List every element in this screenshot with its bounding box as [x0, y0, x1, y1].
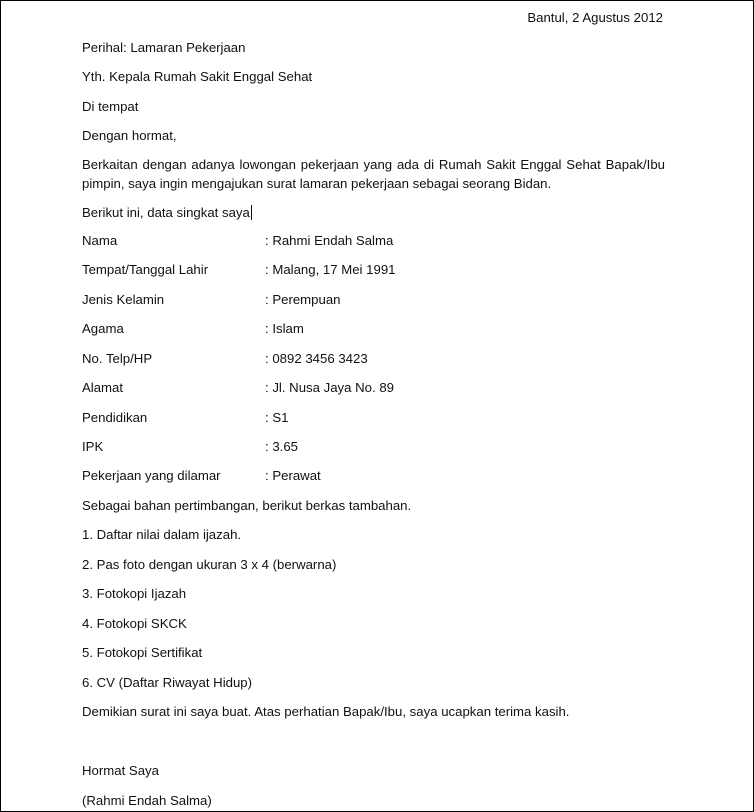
attachments-intro: Sebagai bahan pertimbangan, berikut berkas tambahan.	[82, 498, 412, 513]
data-intro-line[interactable]	[82, 205, 252, 221]
detail-row-gpa	[82, 439, 665, 455]
detail-value: : S1	[265, 410, 289, 425]
detail-value: : Islam	[265, 321, 304, 336]
detail-row-religion	[82, 321, 665, 337]
attachment-item: 3. Fotokopi Ijazah	[82, 586, 187, 601]
letter-signoff: Hormat Saya	[82, 763, 159, 778]
detail-value: : 3.65	[265, 439, 298, 454]
attachment-item: 2. Pas foto dengan ukuran 3 x 4 (berwarna)	[82, 557, 337, 572]
letter-place: Di tempat	[82, 99, 139, 114]
detail-row-gender	[82, 292, 665, 308]
letter-intro: Berkaitan dengan adanya lowongan pekerjaan yang ada di Rumah Sakit Enggal Sehat Bapak/Ibu pimpin, saya ingin mengajukan surat lamaran pekerjaan sebagai seorang Bidan.	[82, 157, 665, 191]
detail-row-phone	[82, 351, 665, 367]
attachment-item: 4. Fotokopi SKCK	[82, 616, 187, 631]
attachment-item: 5. Fotokopi Sertifikat	[82, 645, 203, 660]
detail-row-name	[82, 233, 665, 249]
detail-value: : Jl. Nusa Jaya No. 89	[265, 380, 395, 395]
detail-label: Nama	[82, 233, 118, 248]
detail-label: Pekerjaan yang dilamar	[82, 468, 221, 483]
attachment-item: 1. Daftar nilai dalam ijazah.	[82, 527, 242, 542]
letter-recipient: Yth. Kepala Rumah Sakit Enggal Sehat	[82, 69, 313, 84]
detail-label: Alamat	[82, 380, 124, 395]
letter-date: Bantul, 2 Agustus 2012	[527, 10, 663, 25]
detail-label: Pendidikan	[82, 410, 148, 425]
detail-value: : Perempuan	[265, 292, 341, 307]
detail-row-position	[82, 468, 665, 484]
detail-value: : Rahmi Endah Salma	[265, 233, 394, 248]
text-cursor	[251, 205, 252, 220]
detail-row-birth	[82, 262, 665, 278]
detail-label: IPK	[82, 439, 104, 454]
detail-label: Tempat/Tanggal Lahir	[82, 262, 209, 277]
attachment-item: 6. CV (Daftar Riwayat Hidup)	[82, 675, 253, 690]
signature-name: (Rahmi Endah Salma)	[82, 793, 212, 808]
detail-label: Jenis Kelamin	[82, 292, 165, 307]
letter-greeting: Dengan hormat,	[82, 128, 177, 143]
data-intro: Berikut ini, data singkat saya	[82, 205, 250, 220]
letter-subject: Perihal: Lamaran Pekerjaan	[82, 40, 246, 55]
letter-closing: Demikian surat ini saya buat. Atas perhatian Bapak/Ibu, saya ucapkan terima kasih.	[82, 704, 570, 719]
detail-value: : Perawat	[265, 468, 321, 483]
detail-row-address	[82, 380, 665, 396]
detail-label: Agama	[82, 321, 124, 336]
detail-value: : 0892 3456 3423	[265, 351, 368, 366]
detail-value: : Malang, 17 Mei 1991	[265, 262, 396, 277]
detail-label: No. Telp/HP	[82, 351, 153, 366]
detail-row-education	[82, 410, 665, 426]
